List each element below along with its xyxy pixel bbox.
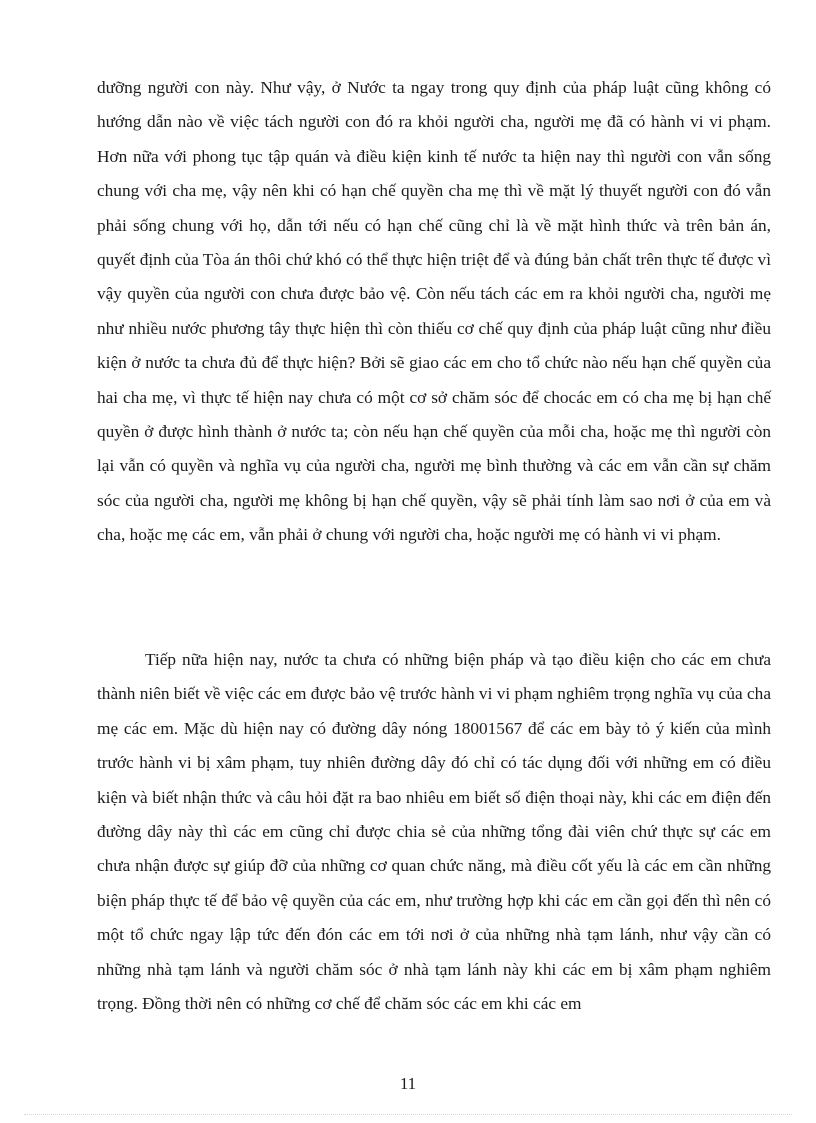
- body-paragraph-1: dưỡng người con này. Như vậy, ở Nước ta ngay trong quy định của pháp luật cũng không có hướng dẫn nào về việc tách người con đó ra khỏi người cha, người mẹ đã có hành vi vi phạm. Hơn nữa với phong tục tập quán và điều kiện kinh tế nước ta hiện nay thì người con vẫn sống chung với cha mẹ, vậy nên khi có hạn chế quyền cha mẹ thì về mặt lý thuyết người con đó vẫn phải sống chung với họ, dẫn tới nếu có hạn chế cũng chỉ là về mặt hình thức và trên bản án, quyết định của Tòa án thôi chứ khó có thể thực hiện triệt để và đúng bản chất trên thực tế được vì vậy quyền của người con chưa được bảo vệ. Còn nếu tách các em ra khỏi người cha, người mẹ như nhiều nước phương tây thực hiện thì còn thiếu cơ chế quy định của pháp luật cũng như điều kiện ở nước ta chưa đủ để thực hiện? Bởi sẽ giao các em cho tổ chức nào nếu hạn chế quyền của hai cha mẹ, vì thực tế hiện nay chưa có một cơ sở chăm sóc để chocác em có cha mẹ bị hạn chế quyền ở được hình thành ở nước ta; còn nếu hạn chế quyền của mỗi cha, hoặc mẹ thì người còn lại vẫn có quyền và nghĩa vụ của người cha, người mẹ bình thường và các em vẫn cần sự chăm sóc của người cha, người mẹ không bị hạn chế quyền, vậy sẽ phải tính làm sao nơi ở của em và cha, hoặc mẹ các em, vẫn phải ở chung với người cha, hoặc người mẹ có hành vi vi phạm.: [97, 78, 771, 545]
- footer-divider: [24, 1114, 792, 1115]
- body-paragraph-2: Tiếp nữa hiện nay, nước ta chưa có những biện pháp và tạo điều kiện cho các em chưa thành niên biết về việc các em được bảo vệ trước hành vi vi phạm nghiêm trọng nghĩa vụ của cha mẹ các em. Mặc dù hiện nay có đường dây nóng 18001567 để các em bày tỏ ý kiến của mình trước hành vi bị xâm phạm, tuy nhiên đường dây đó chỉ có tác dụng đối với những em có điều kiện và biết nhận thức và câu hỏi đặt ra bao nhiêu em biết số điện thoại này, khi các em điện đến đường dây này thì các em cũng chỉ được chia sẻ của những tổng đài viên chứ thực sự các em chưa nhận được sự giúp đỡ của những cơ quan chức năng, mà điều cốt yếu là các em cần những biện pháp thực tế để bảo vệ quyền của các em, như trường hợp khi các em cần gọi đến thì nên có một tổ chức ngay lập tức đến đón các em tới nơi ở của những nhà tạm lánh, như vậy cần có những nhà tạm lánh và người chăm sóc ở nhà tạm lánh này khi các em bị xâm phạm nghiêm trọng. Đồng thời nên có những cơ chế để chăm sóc các em khi các em: [97, 650, 771, 1014]
- page-number: 11: [399, 1074, 417, 1093]
